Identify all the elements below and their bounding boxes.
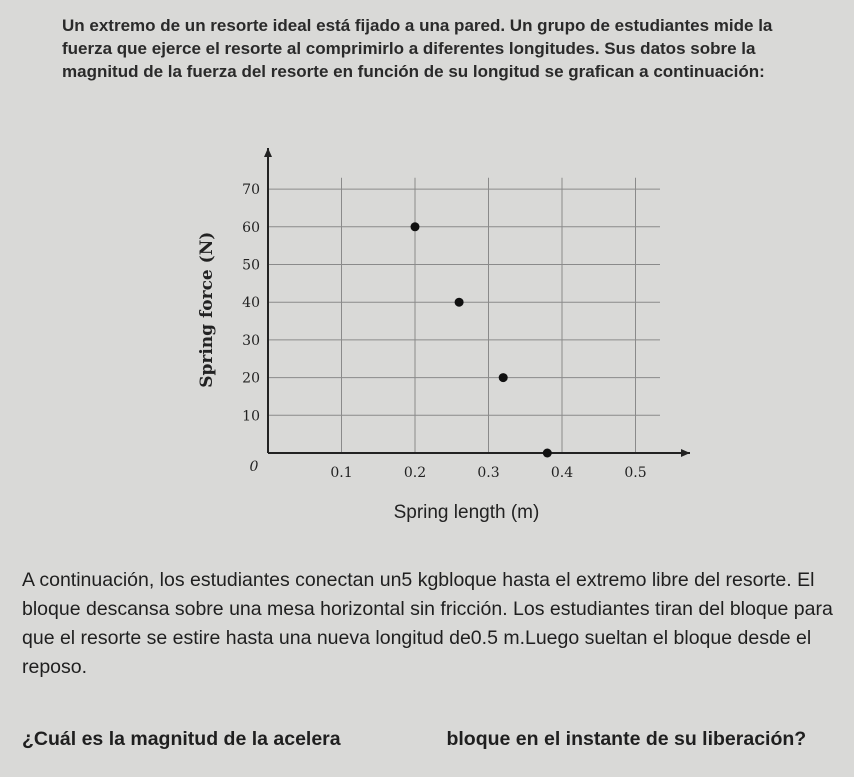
x-axis-title: Spring length (m) bbox=[393, 502, 540, 523]
intro-text: Un extremo de un resorte ideal está fijado a una pared. Un grupo de estudiantes mide la fuerza que ejerce el resorte al comprimirlo a diferentes longitudes. Sus datos sobre la magnitud de la fuerza del resorte en función de su longitud se grafican a continuación: bbox=[62, 16, 773, 81]
problem-paragraph: A continuación, los estudiantes conectan un5 kgbloque hasta el extremo libre del resorte. El bloque descansa sobre una mesa horizontal sin fricción. Los estudiantes tiran del bloque para que el resorte se estire hasta una nueva longitud de0.5 m.Luego sueltan el bloque desde el reposo. bbox=[22, 569, 833, 678]
x-tick-label: 0.3 bbox=[477, 465, 500, 481]
y-axis-arrow bbox=[264, 148, 272, 157]
y-tick-label: 10 bbox=[242, 408, 260, 425]
x-tick-label: 0.2 bbox=[403, 465, 427, 481]
spring-force-chart bbox=[150, 140, 710, 535]
y-tick-label: 20 bbox=[242, 370, 260, 387]
y-tick-label: 70 bbox=[242, 182, 260, 199]
y-axis-title: Spring force (N) bbox=[197, 231, 217, 388]
y-tick-label: 50 bbox=[242, 257, 260, 274]
x-tick-label: 0.1 bbox=[330, 465, 353, 481]
question-part-2: bloque en el instante de su liberación? bbox=[446, 728, 807, 750]
data-point bbox=[543, 449, 552, 458]
question-text bbox=[22, 726, 837, 752]
question-part-1: ¿Cuál es la magnitud de la acelera bbox=[22, 728, 341, 750]
data-point bbox=[411, 222, 420, 231]
x-tick-label: 0.4 bbox=[550, 465, 574, 481]
data-point bbox=[499, 373, 508, 382]
y-tick-label: 30 bbox=[242, 332, 260, 349]
y-tick-label: 60 bbox=[242, 219, 260, 236]
x-tick-label: 0.5 bbox=[624, 465, 647, 481]
y-tick-label: 40 bbox=[242, 295, 260, 312]
data-point bbox=[455, 298, 464, 307]
chart-svg bbox=[150, 140, 710, 535]
x-axis-arrow bbox=[681, 449, 690, 457]
origin-label: 0 bbox=[249, 459, 259, 475]
